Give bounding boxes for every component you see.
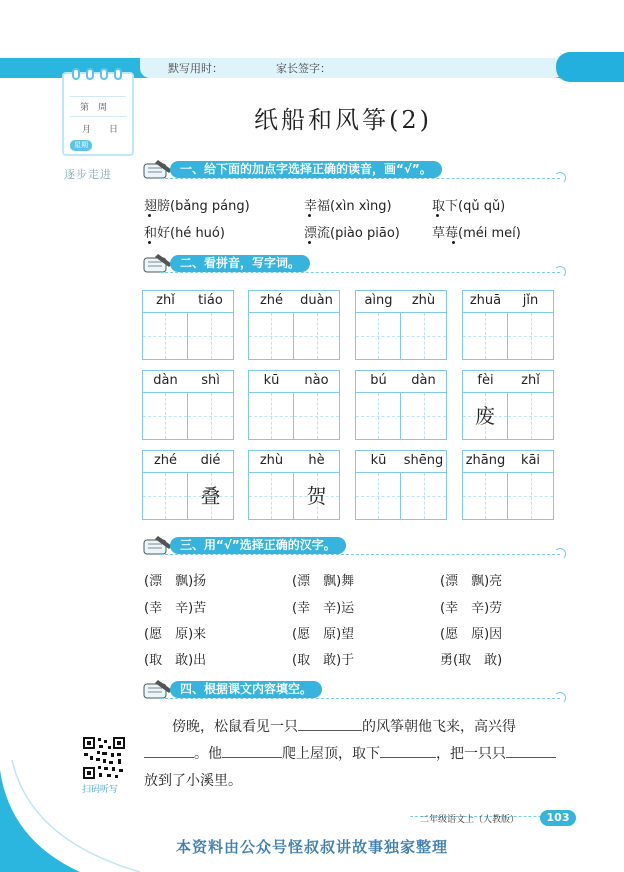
pinyin-syllable: shì bbox=[201, 373, 220, 388]
parent-signature-label: 家长签字： bbox=[276, 62, 331, 75]
time-label: 默写用时： bbox=[168, 62, 223, 75]
writing-cell[interactable] bbox=[188, 393, 233, 439]
calendar-line bbox=[70, 96, 126, 97]
calendar-line bbox=[70, 116, 126, 117]
q3-item: (幸 辛)运 bbox=[292, 601, 355, 616]
writing-cell[interactable] bbox=[356, 313, 401, 359]
section3-header bbox=[140, 536, 560, 556]
writing-cell[interactable] bbox=[249, 313, 294, 359]
section-rule-end bbox=[554, 548, 566, 560]
section2-header bbox=[140, 254, 560, 274]
cell-character bbox=[249, 393, 293, 439]
cell-character bbox=[294, 393, 339, 439]
writing-cell[interactable] bbox=[508, 393, 553, 439]
section4-header bbox=[140, 680, 560, 700]
word-box bbox=[248, 450, 340, 520]
cell-character bbox=[294, 313, 339, 359]
q3-item: (愿 原)来 bbox=[144, 627, 207, 642]
emphasis-dot bbox=[436, 214, 439, 217]
answer-blank[interactable] bbox=[506, 744, 556, 758]
pinyin-syllable: zhuā bbox=[469, 293, 502, 308]
q1-item: 漂流(piào piāo) bbox=[304, 226, 400, 241]
pinyin-row bbox=[462, 450, 554, 472]
section-rule bbox=[160, 698, 560, 699]
pinyin-syllable: aìng bbox=[364, 293, 393, 308]
q1-item: 翅膀(bǎng páng) bbox=[144, 199, 250, 214]
writing-cell[interactable] bbox=[294, 393, 339, 439]
section-rule-end bbox=[554, 172, 566, 184]
emphasis-dot bbox=[308, 241, 311, 244]
side-label: 逐步走进 bbox=[64, 168, 112, 181]
pinyin-syllable: bú bbox=[370, 373, 387, 388]
weekday-badge: 星期 bbox=[70, 140, 92, 151]
q3-item: (幸 辛)劳 bbox=[440, 601, 503, 616]
cell-character bbox=[356, 313, 400, 359]
word-box bbox=[462, 450, 554, 520]
writing-cell[interactable] bbox=[508, 313, 553, 359]
writing-cell[interactable] bbox=[401, 313, 446, 359]
emphasis-dot bbox=[452, 241, 455, 244]
word-box bbox=[355, 450, 447, 520]
q3-item: (愿 原)望 bbox=[292, 627, 355, 642]
cell-character bbox=[356, 473, 400, 519]
answer-blank[interactable] bbox=[144, 744, 194, 758]
fill-text: 。他 bbox=[194, 746, 222, 762]
cell-character bbox=[401, 313, 446, 359]
pinyin-syllable: jǐn bbox=[522, 293, 539, 308]
pinyin-syllable: zhé bbox=[153, 453, 178, 468]
section-rule-end bbox=[554, 266, 566, 278]
cell-character bbox=[401, 393, 446, 439]
writing-cell[interactable] bbox=[188, 313, 233, 359]
section1-header bbox=[140, 160, 560, 180]
fill-line-1 bbox=[172, 716, 516, 736]
answer-blank[interactable] bbox=[222, 744, 282, 758]
writing-cell[interactable] bbox=[356, 473, 401, 519]
writing-cell[interactable] bbox=[249, 473, 294, 519]
writing-cell[interactable] bbox=[143, 313, 188, 359]
pinyin-syllable: shēng bbox=[403, 453, 444, 468]
writing-cell[interactable] bbox=[143, 393, 188, 439]
writing-cell[interactable] bbox=[463, 473, 508, 519]
fill-text: 的风筝朝他飞来，高兴得 bbox=[362, 719, 516, 735]
writing-cell[interactable] bbox=[463, 313, 508, 359]
section-rule bbox=[160, 178, 560, 179]
pinyin-syllable: zhāng bbox=[465, 453, 506, 468]
section3-title: 三、用“√”选择正确的汉字。 bbox=[170, 537, 346, 554]
pinyin-row bbox=[248, 290, 340, 312]
page-title: 纸船和风筝(2) bbox=[254, 106, 432, 134]
cell-character bbox=[249, 313, 293, 359]
word-box bbox=[142, 450, 234, 520]
writing-cell[interactable] bbox=[143, 473, 188, 519]
book-name: 二年级语文上（人教版） bbox=[420, 815, 520, 825]
word-box bbox=[355, 370, 447, 440]
month-day-label: 月 日 bbox=[82, 125, 119, 135]
fill-line-2 bbox=[144, 743, 556, 763]
word-box bbox=[462, 290, 554, 360]
cell-character: 贺 bbox=[306, 484, 327, 508]
word-box bbox=[248, 370, 340, 440]
cell-character bbox=[463, 473, 507, 519]
pinyin-syllable: dié bbox=[200, 453, 221, 468]
watermark-text: 本资料由公众号怪叔叔讲故事独家整理 bbox=[175, 838, 448, 856]
pinyin-syllable: kū bbox=[263, 373, 280, 388]
pinyin-syllable: kāi bbox=[520, 453, 541, 468]
pinyin-row bbox=[248, 450, 340, 472]
q1-item: 草莓(méi meí) bbox=[432, 226, 521, 241]
pinyin-row bbox=[142, 290, 234, 312]
section4-title: 四、根据课文内容填空。 bbox=[170, 681, 322, 698]
pinyin-syllable: fèi bbox=[477, 373, 494, 388]
writing-grid bbox=[142, 472, 234, 520]
pinyin-row bbox=[462, 370, 554, 392]
writing-grid bbox=[355, 392, 447, 440]
pinyin-row bbox=[355, 290, 447, 312]
page-number: 103 bbox=[540, 810, 576, 826]
q1-item: 幸福(xìn xìng) bbox=[304, 199, 392, 214]
writing-cell[interactable] bbox=[188, 473, 233, 519]
pinyin-syllable: zhé bbox=[259, 293, 284, 308]
qr-label: 扫码听写 bbox=[82, 785, 119, 795]
answer-blank[interactable] bbox=[380, 744, 436, 758]
pinyin-syllable: zhǐ bbox=[156, 293, 175, 308]
writing-grid bbox=[355, 472, 447, 520]
cell-character bbox=[188, 313, 233, 359]
fill-text: 傍晚，松鼠看见一只 bbox=[172, 719, 298, 735]
calendar-card bbox=[62, 72, 134, 156]
q3-item: (取 敢)于 bbox=[292, 653, 355, 668]
cell-character bbox=[508, 473, 553, 519]
section-rule bbox=[160, 272, 560, 273]
cell-character bbox=[188, 393, 233, 439]
word-box bbox=[142, 290, 234, 360]
cell-character bbox=[143, 393, 187, 439]
q3-item: (漂 飘)舞 bbox=[292, 574, 355, 589]
writing-cell[interactable] bbox=[463, 393, 508, 439]
pinyin-row bbox=[248, 370, 340, 392]
ring-icon bbox=[100, 68, 108, 80]
fill-line-3: 放到了小溪里。 bbox=[144, 773, 242, 789]
pinyin-row bbox=[142, 450, 234, 472]
q3-item: (幸 辛)苦 bbox=[144, 601, 207, 616]
cell-character bbox=[356, 393, 400, 439]
word-box bbox=[355, 290, 447, 360]
pinyin-syllable: duàn bbox=[300, 293, 333, 308]
pinyin-syllable: kū bbox=[370, 453, 387, 468]
writing-cell[interactable] bbox=[356, 393, 401, 439]
pinyin-syllable: hè bbox=[308, 453, 325, 468]
q1-item: 取下(qǔ qǔ) bbox=[432, 199, 506, 214]
section-rule bbox=[160, 554, 560, 555]
cell-character bbox=[249, 473, 293, 519]
week-label: 第 周 bbox=[80, 103, 108, 113]
fill-text: ，把一只只 bbox=[436, 746, 506, 762]
emphasis-dot bbox=[148, 241, 151, 244]
answer-blank[interactable] bbox=[298, 717, 362, 731]
cell-character: 叠 bbox=[200, 484, 221, 508]
pinyin-syllable: dàn bbox=[411, 373, 436, 388]
writing-cell[interactable] bbox=[294, 473, 339, 519]
q3-item: (取 敢)出 bbox=[144, 653, 207, 668]
writing-cell[interactable] bbox=[401, 393, 446, 439]
ring-icon bbox=[72, 68, 80, 80]
emphasis-dot bbox=[148, 214, 151, 217]
writing-grid bbox=[462, 312, 554, 360]
pinyin-syllable: zhù bbox=[259, 453, 284, 468]
ring-icon bbox=[86, 68, 94, 80]
writing-cell[interactable] bbox=[401, 473, 446, 519]
fill-text: 爬上屋顶，取下 bbox=[282, 746, 380, 762]
q3-item: (漂 飘)亮 bbox=[440, 574, 503, 589]
section2-title: 二、看拼音，写字词。 bbox=[170, 255, 310, 272]
cell-character bbox=[508, 393, 553, 439]
writing-grid bbox=[248, 312, 340, 360]
pinyin-syllable: zhù bbox=[411, 293, 436, 308]
ring-icon bbox=[114, 68, 122, 80]
cell-character bbox=[143, 473, 187, 519]
cell-character bbox=[401, 473, 446, 519]
q3-item: 勇(取 敢) bbox=[440, 653, 503, 668]
header-right-tab bbox=[556, 52, 624, 82]
q3-item: (漂 飘)扬 bbox=[144, 574, 207, 589]
pinyin-syllable: zhǐ bbox=[521, 373, 540, 388]
pinyin-syllable: tiáo bbox=[198, 293, 223, 308]
writing-cell[interactable] bbox=[294, 313, 339, 359]
writing-cell[interactable] bbox=[508, 473, 553, 519]
cell-character bbox=[463, 313, 507, 359]
emphasis-dot bbox=[308, 214, 311, 217]
pinyin-syllable: dàn bbox=[153, 373, 178, 388]
writing-grid bbox=[355, 312, 447, 360]
section-rule-end bbox=[554, 692, 566, 704]
cell-character: 废 bbox=[475, 404, 495, 428]
cell-character bbox=[143, 313, 187, 359]
pinyin-row bbox=[142, 370, 234, 392]
pinyin-row bbox=[355, 450, 447, 472]
pinyin-row bbox=[355, 370, 447, 392]
q3-item: (愿 原)因 bbox=[440, 627, 503, 642]
writing-grid bbox=[462, 472, 554, 520]
writing-grid bbox=[248, 472, 340, 520]
word-box bbox=[462, 370, 554, 440]
cell-character bbox=[508, 313, 553, 359]
q1-item: 和好(hé huó) bbox=[144, 226, 225, 241]
section1-title: 一、给下面的加点字选择正确的读音，画“√”。 bbox=[170, 161, 442, 178]
writing-grid bbox=[248, 392, 340, 440]
writing-grid bbox=[462, 392, 554, 440]
writing-cell[interactable] bbox=[249, 393, 294, 439]
word-box bbox=[248, 290, 340, 360]
pinyin-syllable: nào bbox=[304, 373, 329, 388]
word-box bbox=[142, 370, 234, 440]
writing-grid bbox=[142, 312, 234, 360]
pinyin-row bbox=[462, 290, 554, 312]
writing-grid bbox=[142, 392, 234, 440]
